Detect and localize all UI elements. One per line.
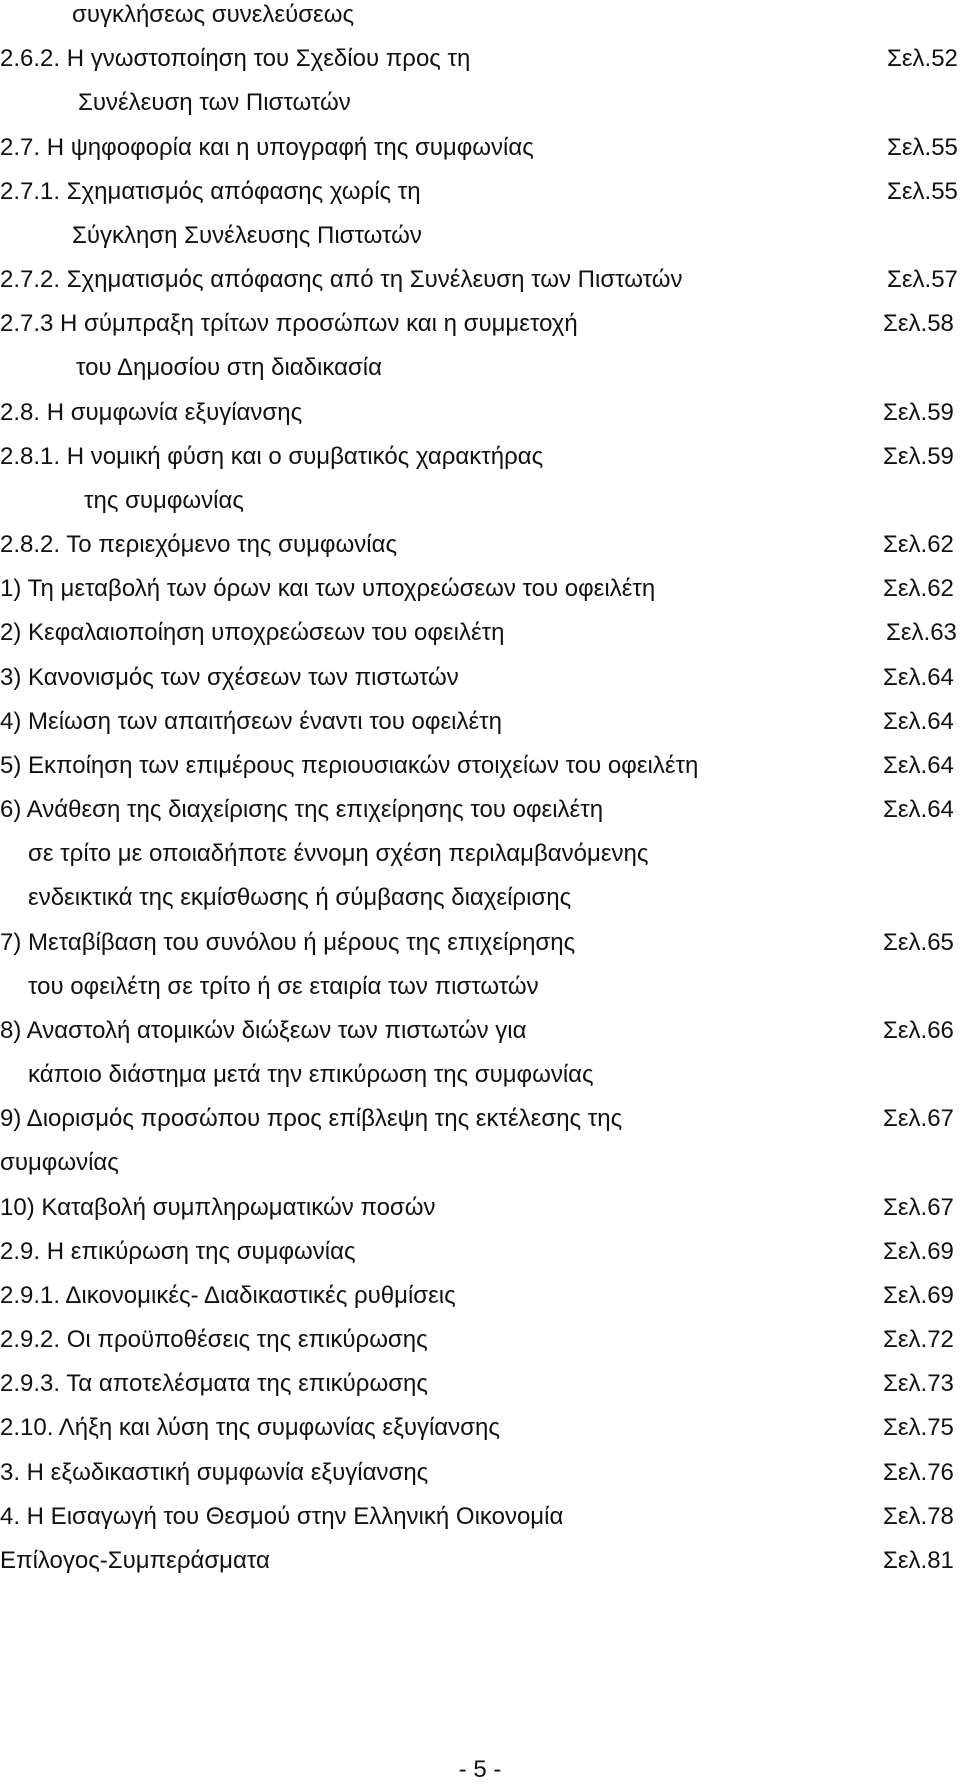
toc-entry-page: Σελ.73 — [883, 1370, 954, 1397]
toc-entry-title: 8) Αναστολή ατομικών διώξεων των πιστωτών για — [0, 1017, 527, 1044]
toc-entry — [0, 928, 960, 968]
toc-entry-title: 2.9.2. Οι προϋποθέσεις της επικύρωσης — [0, 1326, 428, 1353]
toc-entry-page: Σελ.64 — [883, 708, 954, 735]
toc-entry-page: Σελ.81 — [883, 1547, 954, 1574]
toc-entry — [0, 1369, 960, 1409]
toc-entry-title: 10) Καταβολή συμπληρωματικών ποσών — [0, 1194, 436, 1221]
toc-entry-page: Σελ.67 — [883, 1194, 954, 1221]
toc-entry — [0, 486, 960, 526]
toc-entry — [0, 1016, 960, 1056]
toc-entry — [0, 309, 960, 349]
toc-entry — [0, 663, 960, 703]
toc-entry — [0, 1148, 960, 1188]
toc-entry-title: 2.7. Η ψηφοφορία και η υπογραφή της συμφωνίας — [0, 134, 534, 161]
toc-entry-page: Σελ.69 — [883, 1238, 954, 1265]
toc-entry-page: Σελ.59 — [883, 399, 954, 426]
toc-entry-title: 2.7.1. Σχηματισμός απόφασης χωρίς τη — [0, 178, 421, 205]
toc-entry-page: Σελ.55 — [887, 134, 958, 161]
toc-entry-page: Σελ.78 — [883, 1503, 954, 1530]
toc-entry-page: Σελ.63 — [886, 619, 957, 646]
toc-entry — [0, 1325, 960, 1365]
toc-entry — [0, 398, 960, 438]
toc-entry-title: της συμφωνίας — [84, 487, 244, 514]
toc-entry-title: 6) Ανάθεση της διαχείρισης της επιχείρησης του οφειλέτη — [0, 796, 604, 823]
toc-entry — [0, 0, 960, 40]
toc-entry-page: Σελ.66 — [883, 1017, 954, 1044]
toc-entry — [0, 1546, 960, 1586]
toc-entry-title: 4. Η Εισαγωγή του Θεσμού στην Ελληνική Οικονομία — [0, 1503, 564, 1530]
toc-entry-title: 3) Κανονισμός των σχέσεων των πιστωτών — [0, 664, 459, 691]
toc-entry — [0, 177, 960, 217]
toc-entry-page: Σελ.76 — [883, 1459, 954, 1486]
toc-entry-page: Σελ.62 — [883, 575, 954, 602]
toc-entry-title: του Δημοσίου στη διαδικασία — [76, 354, 382, 381]
toc-entry-page: Σελ.55 — [887, 178, 958, 205]
toc-entry-title: 9) Διορισμός προσώπου προς επίβλεψη της εκτέλεσης της — [0, 1105, 623, 1132]
toc-entry-title: 4) Μείωση των απαιτήσεων έναντι του οφειλέτη — [0, 708, 502, 735]
toc-entry-title: κάποιο διάστημα μετά την επικύρωση της συμφωνίας — [28, 1061, 594, 1088]
toc-entry-page: Σελ.72 — [883, 1326, 954, 1353]
toc-entry-title: 1) Τη μεταβολή των όρων και των υποχρεώσεων του οφειλέτη — [0, 575, 656, 602]
toc-entry — [0, 883, 960, 923]
toc-entry — [0, 574, 960, 614]
toc-entry-page: Σελ.59 — [883, 443, 954, 470]
toc-entry — [0, 442, 960, 482]
toc-entry — [0, 1193, 960, 1233]
toc-entry — [0, 1104, 960, 1144]
toc-entry-title: 2.10. Λήξη και λύση της συμφωνίας εξυγίανσης — [0, 1414, 500, 1441]
toc-entry — [0, 1458, 960, 1498]
toc-entry-title: σε τρίτο με οποιαδήποτε έννομη σχέση περιλαμβανόμενης — [28, 840, 649, 867]
toc-entry — [0, 1060, 960, 1100]
toc-entry-page: Σελ.64 — [883, 664, 954, 691]
toc-entry — [0, 707, 960, 747]
toc-entry-title: ενδεικτικά της εκμίσθωσης ή σύμβασης διαχείρισης — [28, 884, 572, 911]
toc-entry — [0, 795, 960, 835]
toc-entry — [0, 1502, 960, 1542]
toc-entry-title: συμφωνίας — [0, 1149, 119, 1176]
toc-entry-page: Σελ.65 — [883, 929, 954, 956]
toc-entry-title: 3. Η εξωδικαστική συμφωνία εξυγίανσης — [0, 1459, 429, 1486]
toc-entry-title: Σύγκληση Συνέλευσης Πιστωτών — [72, 222, 422, 249]
toc-entry-title: συγκλήσεως συνελεύσεως — [72, 1, 355, 28]
toc-entry-title: 2.9. Η επικύρωση της συμφωνίας — [0, 1238, 356, 1265]
page-number: - 5 - — [458, 1756, 502, 1783]
toc-entry-page: Σελ.58 — [883, 310, 954, 337]
toc-entry-title: Συνέλευση των Πιστωτών — [78, 89, 351, 116]
toc-entry — [0, 1281, 960, 1321]
toc-entry-page: Σελ.75 — [883, 1414, 954, 1441]
toc-entry — [0, 1237, 960, 1277]
toc-entry-page: Σελ.64 — [883, 796, 954, 823]
toc-entry-title: 2.6.2. Η γνωστοποίηση του Σχεδίου προς τη — [0, 45, 471, 72]
toc-entry-title: 2.7.2. Σχηματισμός απόφασης από τη Συνέλευση των Πιστωτών — [0, 266, 683, 293]
toc-entry — [0, 972, 960, 1012]
toc-entry-title: 5) Εκποίηση των επιμέρους περιουσιακών στοιχείων του οφειλέτη — [0, 752, 699, 779]
toc-entry — [0, 265, 960, 305]
toc-entry-page: Σελ.69 — [883, 1282, 954, 1309]
toc-entry — [0, 839, 960, 879]
toc-entry-page: Σελ.52 — [887, 45, 958, 72]
toc-entry-title: 2.8.2. Το περιεχόμενο της συμφωνίας — [0, 531, 398, 558]
toc-entry — [0, 221, 960, 261]
toc-entry-page: Σελ.57 — [887, 266, 958, 293]
toc-entry-title: 2) Κεφαλαιοποίηση υποχρεώσεων του οφειλέτη — [0, 619, 505, 646]
toc-entry-title: 2.7.3 Η σύμπραξη τρίτων προσώπων και η συμμετοχή — [0, 310, 578, 337]
toc-entry — [0, 44, 960, 84]
toc-entry — [0, 530, 960, 570]
toc-entry-page: Σελ.64 — [883, 752, 954, 779]
toc-entry — [0, 1413, 960, 1453]
toc-entry — [0, 133, 960, 173]
toc-entry-title: 7) Μεταβίβαση του συνόλου ή μέρους της επιχείρησης — [0, 929, 576, 956]
toc-entry-title: 2.8. Η συμφωνία εξυγίανσης — [0, 399, 303, 426]
toc-entry — [0, 751, 960, 791]
toc-entry — [0, 618, 960, 658]
toc-entry-title: του οφειλέτη σε τρίτο ή σε εταιρία των πιστωτών — [28, 973, 539, 1000]
toc-entry — [0, 353, 960, 393]
toc-entry-title: Επίλογος-Συμπεράσματα — [0, 1547, 270, 1574]
toc-entry-page: Σελ.67 — [883, 1105, 954, 1132]
toc-entry — [0, 88, 960, 128]
toc-entry-page: Σελ.62 — [883, 531, 954, 558]
toc-entry-title: 2.9.1. Δικονομικές- Διαδικαστικές ρυθμίσεις — [0, 1282, 456, 1309]
toc-entry-title: 2.8.1. Η νομική φύση και ο συμβατικός χαρακτήρας — [0, 443, 544, 470]
toc-entry-title: 2.9.3. Τα αποτελέσματα της επικύρωσης — [0, 1370, 428, 1397]
